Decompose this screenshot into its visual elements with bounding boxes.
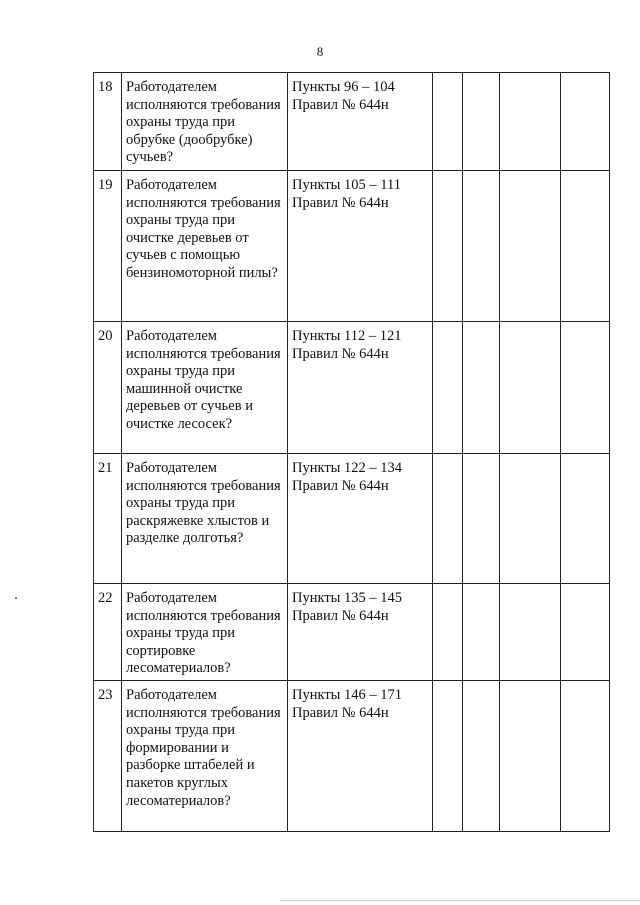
answer-cell-yes[interactable] — [433, 322, 463, 454]
answer-cell-no[interactable] — [463, 322, 500, 454]
question-text: Работодателем исполняются требования охраны труда при обрубке (дообрубке) сучьев? — [122, 73, 288, 171]
answer-cell-yes[interactable] — [433, 681, 463, 832]
answer-cell-no[interactable] — [463, 584, 500, 681]
requirement-reference: Пункты 146 – 171 Правил № 644н — [288, 681, 433, 832]
requirement-reference: Пункты 112 – 121 Правил № 644н — [288, 322, 433, 454]
question-text: Работодателем исполняются требования охраны труда при формировании и разборке штабелей и пакетов круглых лесоматериалов? — [122, 681, 288, 832]
answer-cell-no[interactable] — [463, 73, 500, 171]
notes-cell[interactable] — [561, 171, 610, 322]
answer-cell-not-applicable[interactable] — [500, 584, 561, 681]
question-text: Работодателем исполняются требования охраны труда при раскряжевке хлыстов и разделке долготья? — [122, 454, 288, 584]
answer-cell-not-applicable[interactable] — [500, 322, 561, 454]
table-row — [94, 584, 610, 681]
answer-cell-yes[interactable] — [433, 584, 463, 681]
question-text: Работодателем исполняются требования охраны труда при сортировке лесоматериалов? — [122, 584, 288, 681]
requirement-reference: Пункты 122 – 134 Правил № 644н — [288, 454, 433, 584]
requirement-reference: Пункты 96 – 104 Правил № 644н — [288, 73, 433, 171]
row-number: 21 — [94, 454, 122, 584]
notes-cell[interactable] — [561, 681, 610, 832]
table-row — [94, 681, 610, 832]
requirement-reference: Пункты 105 – 111 Правил № 644н — [288, 171, 433, 322]
answer-cell-not-applicable[interactable] — [500, 454, 561, 584]
table-row — [94, 322, 610, 454]
scan-speck — [15, 597, 17, 599]
table-row — [94, 73, 610, 171]
answer-cell-yes[interactable] — [433, 454, 463, 584]
table-row — [94, 454, 610, 584]
answer-cell-not-applicable[interactable] — [500, 73, 561, 171]
answer-cell-not-applicable[interactable] — [500, 681, 561, 832]
requirement-reference: Пункты 135 – 145 Правил № 644н — [288, 584, 433, 681]
notes-cell[interactable] — [561, 73, 610, 171]
table-row — [94, 171, 610, 322]
page-number: 8 — [316, 44, 324, 59]
question-text: Работодателем исполняются требования охраны труда при очистке деревьев от сучьев с помощью бензиномоторной пилы? — [122, 171, 288, 322]
row-number: 20 — [94, 322, 122, 454]
row-number: 22 — [94, 584, 122, 681]
row-number: 18 — [94, 73, 122, 171]
notes-cell[interactable] — [561, 322, 610, 454]
scan-edge-line — [280, 900, 640, 901]
notes-cell[interactable] — [561, 584, 610, 681]
answer-cell-no[interactable] — [463, 171, 500, 322]
checklist-table — [93, 72, 610, 832]
row-number: 23 — [94, 681, 122, 832]
answer-cell-not-applicable[interactable] — [500, 171, 561, 322]
question-text: Работодателем исполняются требования охраны труда при машинной очистке деревьев от сучьев и очистке лесосек? — [122, 322, 288, 454]
answer-cell-no[interactable] — [463, 681, 500, 832]
answer-cell-yes[interactable] — [433, 171, 463, 322]
row-number: 19 — [94, 171, 122, 322]
notes-cell[interactable] — [561, 454, 610, 584]
answer-cell-yes[interactable] — [433, 73, 463, 171]
answer-cell-no[interactable] — [463, 454, 500, 584]
